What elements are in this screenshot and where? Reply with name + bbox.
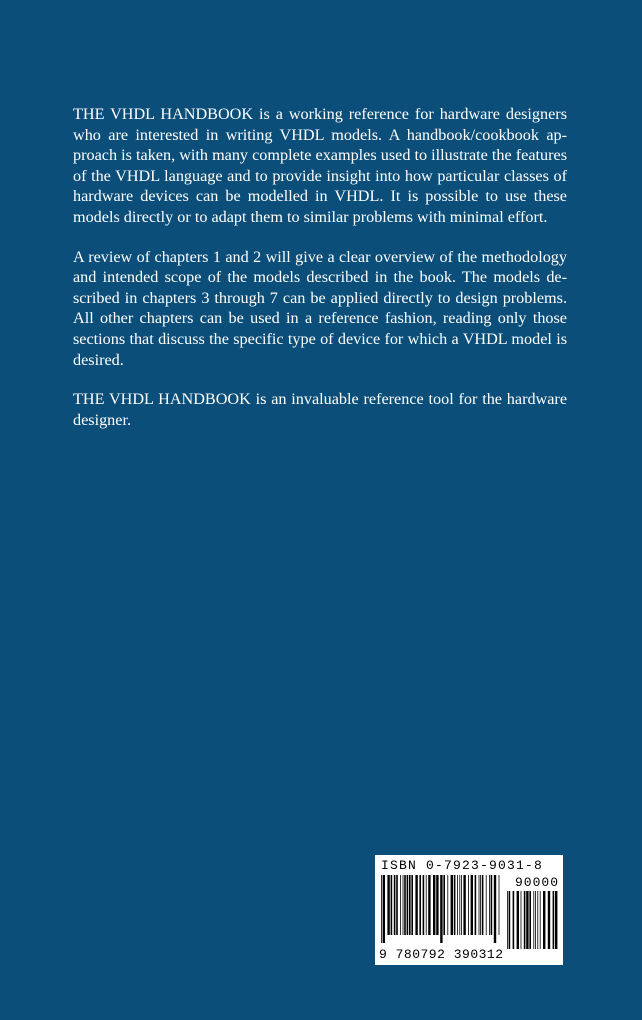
cover-blurb <box>73 104 567 449</box>
barcode-bar <box>433 875 435 935</box>
barcode-bar <box>461 875 462 935</box>
barcode-bar <box>447 875 448 935</box>
addon-bar-group <box>507 891 557 949</box>
blurb-paragraph-3: THE VHDL HANDBOOK is an invaluable reference tool for the hardware designer. <box>73 390 567 429</box>
barcode-bar <box>403 875 404 935</box>
barcode-bar <box>529 891 531 949</box>
barcode-bar <box>507 891 508 949</box>
barcode-bar <box>459 875 460 935</box>
barcode-bar <box>509 891 511 949</box>
barcode-bar <box>404 875 406 935</box>
barcode-bar <box>486 875 487 935</box>
barcode-bar <box>548 891 550 949</box>
blurb-paragraph-2: A review of chapters 1 and 2 will give a clear overview of the methodology and intended scope of the models described in the book. The models described in chapters 3 through 7 can be applied directly to design problems. All other chapters can be used in a reference fashion, reading only those sections that discuss the specific type of device for which a VHDL model is desired. <box>73 247 567 369</box>
barcode-bar <box>428 875 430 935</box>
blurb-paragraph-1: THE VHDL HANDBOOK is a working reference for hardware designers who are interested in writing VHDL models. A handbook/cookbook approach is taken, with many complete examples used to illustrate the features of the VHDL language and to provide insight into how particular classes of hardware devices can be modelled in VHDL. It is possible to use these models directly or to adapt them to similar problems with minimal effort. <box>73 105 567 226</box>
barcode-bar <box>479 875 480 935</box>
barcode-bar <box>396 875 398 935</box>
barcode-bar <box>400 875 401 935</box>
barcode-bar <box>383 875 385 943</box>
ean-digits: 9 780792 390312 <box>379 947 504 962</box>
barcode-bar <box>553 891 555 949</box>
barcode-bar <box>415 875 417 935</box>
barcode-bar <box>381 875 382 943</box>
barcode-bar <box>423 875 425 935</box>
isbn-number: ISBN 0-7923-9031-8 <box>381 858 544 873</box>
barcode-bar <box>411 875 413 935</box>
barcode-bar <box>555 891 557 949</box>
barcode-bar <box>533 891 534 949</box>
barcode-bar <box>499 875 500 935</box>
barcode-bar <box>524 891 526 949</box>
barcode-bar <box>468 875 469 935</box>
barcode-bar <box>419 875 421 935</box>
barcode-bar <box>387 875 389 935</box>
barcode-bar <box>491 875 493 935</box>
barcode-bar <box>454 875 456 935</box>
barcode-bar <box>436 875 438 935</box>
barcode-bar <box>543 891 545 949</box>
barcode-bar <box>394 875 396 935</box>
barcode-bar <box>494 875 496 943</box>
barcode-bar <box>480 875 481 935</box>
barcode-bar <box>475 875 477 935</box>
ean-bar-group <box>381 875 499 943</box>
barcode-bar <box>426 875 427 935</box>
barcode-bar <box>489 875 490 935</box>
barcode-bar <box>537 891 538 949</box>
barcode-bar <box>517 891 519 949</box>
barcode-bar <box>513 891 515 949</box>
barcode-bar <box>526 891 528 949</box>
barcode-bar <box>540 891 541 949</box>
barcode-bar <box>443 875 445 935</box>
isbn-barcode <box>375 855 563 965</box>
barcode-bar <box>535 891 536 949</box>
barcode-bar <box>407 875 409 935</box>
price-code: 90000 <box>514 875 559 890</box>
barcode-bar <box>457 875 458 935</box>
barcode-bar <box>463 875 465 935</box>
barcode-bar <box>451 875 453 935</box>
barcode-bar <box>391 875 393 935</box>
barcode-bar <box>482 875 484 935</box>
barcode-bar <box>521 891 522 949</box>
barcode-bar <box>471 875 473 935</box>
barcode-bar <box>440 875 442 943</box>
barcode-bar <box>409 875 411 935</box>
